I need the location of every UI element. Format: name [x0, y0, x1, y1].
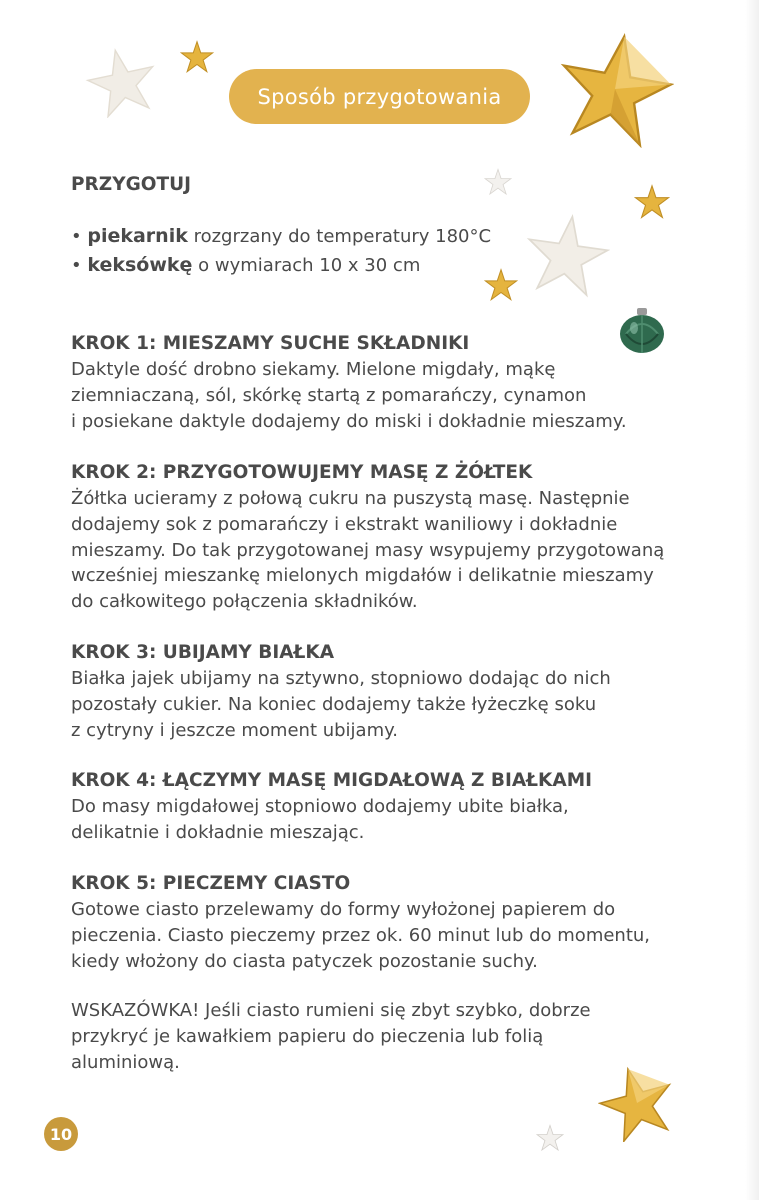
- white-star-icon: [84, 46, 160, 118]
- step-heading: KROK 3: UBIJAMY BIAŁKA: [71, 642, 335, 663]
- step-4: [71, 768, 711, 846]
- page-number: 10: [44, 1117, 78, 1151]
- tip-text: [71, 998, 591, 1076]
- text-line: do całkowitego połączenia składników.: [71, 591, 418, 613]
- text-line: dodajemy sok z pomarańczy i ekstrakt waniliowy i dokładnie: [71, 513, 618, 535]
- list-item-bold: piekarnik: [87, 225, 188, 247]
- gold-star-icon: [598, 1064, 676, 1142]
- small-white-star-icon: [484, 168, 512, 196]
- prepare-list: [71, 222, 491, 280]
- text-line: ziemniaczaną, sól, skórkę startą z pomarańczy, cynamon: [71, 384, 587, 406]
- list-item-bold: keksówkę: [87, 254, 193, 276]
- step-3: [71, 640, 711, 743]
- step-2: [71, 460, 711, 615]
- step-text: [71, 486, 711, 615]
- text-line: Daktyle dość drobno siekamy. Mielone migdały, mąkę: [71, 359, 556, 380]
- small-white-star-icon: [536, 1124, 564, 1152]
- text-line: Białka jajek ubijamy na sztywno, stopniowo dodając do nich: [71, 668, 611, 689]
- step-text: [71, 794, 711, 846]
- text-line: WSKAZÓWKA! Jeśli ciasto rumieni się zbyt szybko, dobrze: [71, 1000, 591, 1021]
- step-heading: KROK 2: PRZYGOTOWUJEMY MASĘ Z ŻÓŁTEK: [71, 462, 533, 483]
- text-line: z cytryny i jeszcze moment ubijamy.: [71, 719, 398, 741]
- text-line: kiedy włożony do ciasta patyczek pozostanie suchy.: [71, 950, 538, 972]
- text-line: mieszamy. Do tak przygotowanej masy wsypujemy przygotowaną: [71, 539, 665, 561]
- step-1: [71, 331, 711, 434]
- text-line: i posiekane daktyle dodajemy do miski i dokładnie mieszamy.: [71, 410, 627, 432]
- text-line: Żółtka ucieramy z połową cukru na puszystą masę. Następnie: [71, 488, 630, 509]
- text-line: delikatnie i dokładnie mieszając.: [71, 821, 365, 843]
- gold-star-icon: [634, 184, 670, 220]
- prepare-heading: PRZYGOTUJ: [71, 174, 192, 195]
- step-text: [71, 666, 711, 743]
- white-star-icon: [524, 212, 610, 298]
- text-line: Gotowe ciasto przelewamy do formy wyłożonej papierem do: [71, 899, 616, 920]
- gold-star-large-icon: [556, 30, 674, 148]
- list-item: • keksówkę o wymiarach 10 x 30 cm: [71, 254, 421, 276]
- list-item-text: rozgrzany do temperatury 180°C: [187, 226, 492, 247]
- page-edge-shadow: [745, 0, 759, 1200]
- text-line: aluminiową.: [71, 1052, 180, 1073]
- list-item: • piekarnik rozgrzany do temperatury 180°C: [71, 225, 492, 247]
- gold-star-icon: [180, 40, 214, 74]
- step-heading: KROK 4: ŁĄCZYMY MASĘ MIGDAŁOWĄ Z BIAŁKAMI: [71, 770, 592, 791]
- text-line: pozostały cukier. Na koniec dodajemy także łyżeczkę soku: [71, 693, 597, 715]
- text-line: przykryć je kawałkiem papieru do pieczenia lub folią: [71, 1026, 544, 1047]
- step-text: [71, 357, 711, 434]
- text-line: pieczenia. Ciasto pieczemy przez ok. 60 minut lub do momentu,: [71, 924, 651, 946]
- text-line: wcześniej mieszankę mielonych migdałów i delikatnie mieszamy: [71, 565, 654, 587]
- text-line: Do masy migdałowej stopniowo dodajemy ubite białka,: [71, 796, 569, 817]
- step-heading: KROK 1: MIESZAMY SUCHE SKŁADNIKI: [71, 333, 470, 354]
- section-title: Sposób przygotowania: [229, 69, 530, 124]
- list-item-text: o wymiarach 10 x 30 cm: [192, 255, 421, 276]
- step-text: [71, 897, 711, 974]
- step-5: [71, 871, 711, 974]
- step-heading: KROK 5: PIECZEMY CIASTO: [71, 873, 351, 894]
